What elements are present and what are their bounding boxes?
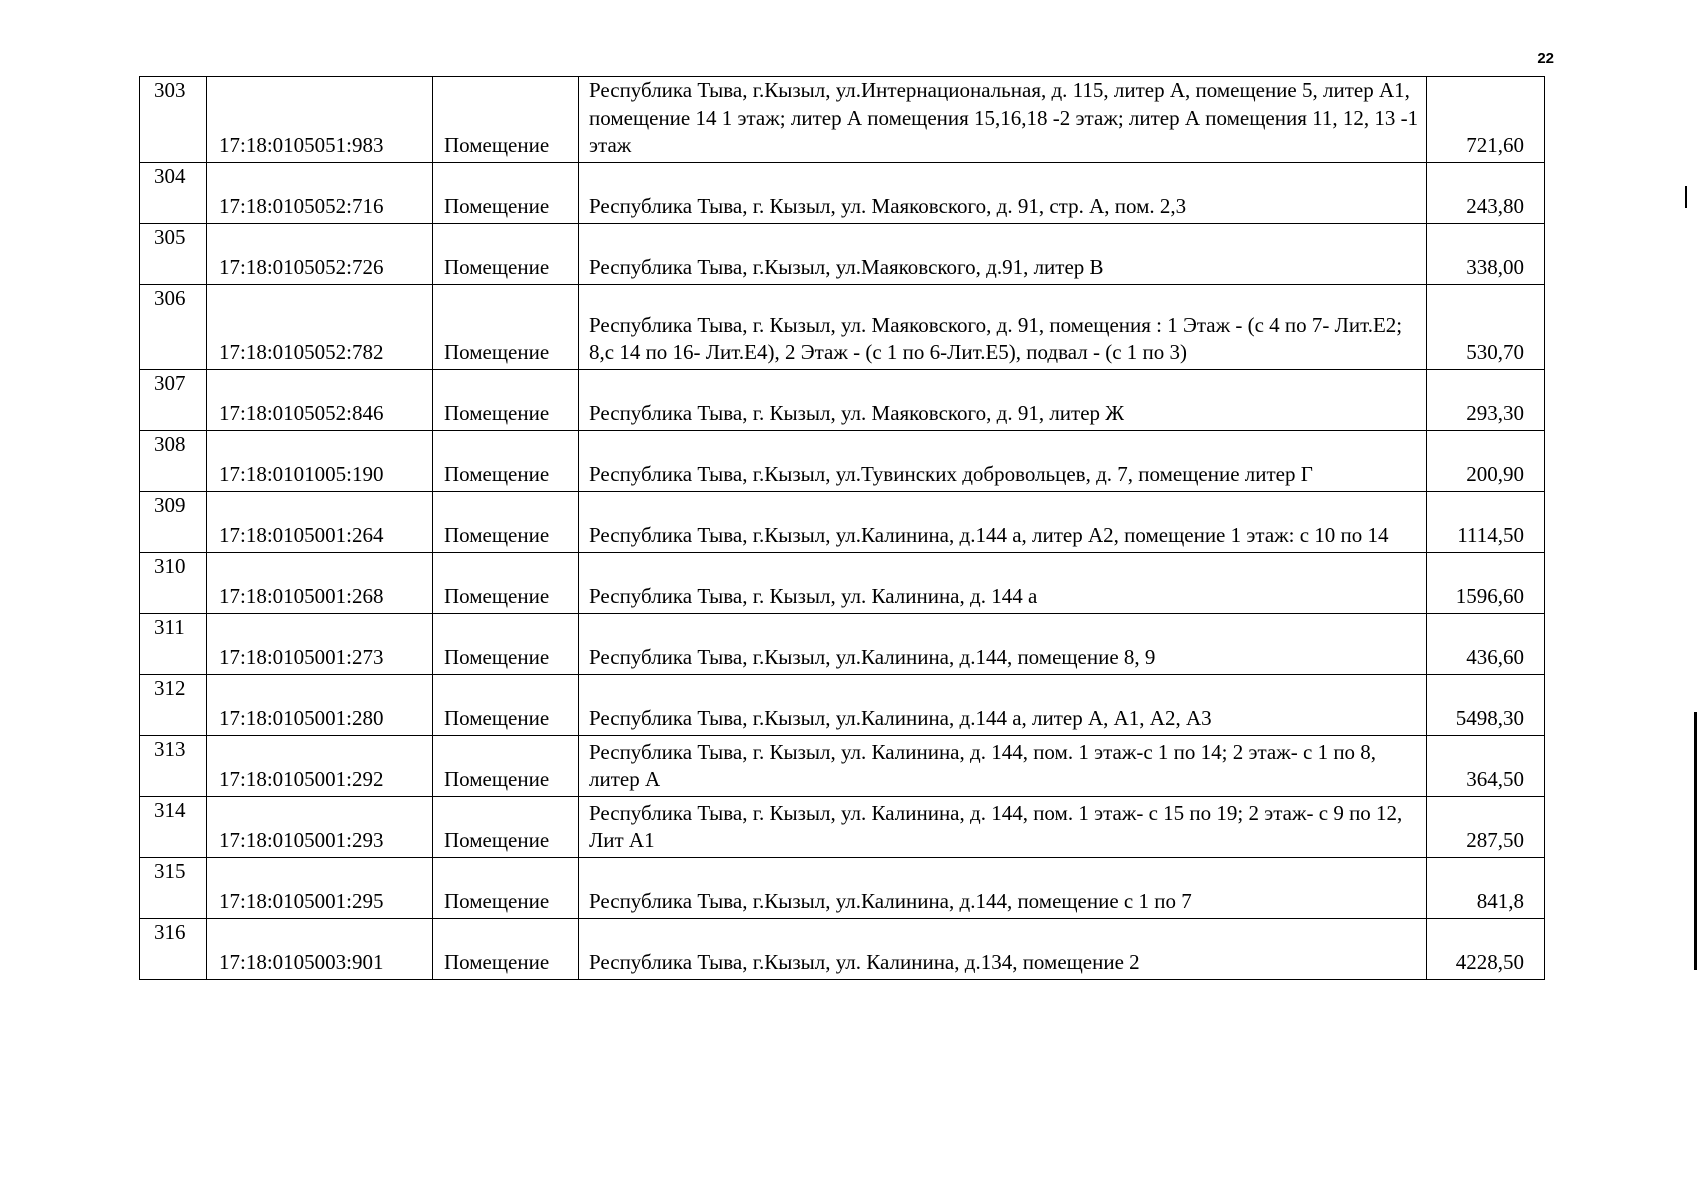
- object-type-cell: Помещение: [433, 857, 579, 918]
- scan-mark-bottom: [1694, 712, 1697, 970]
- row-number-cell: 306: [140, 284, 207, 369]
- area-cell: 338,00: [1427, 223, 1545, 284]
- row-number-cell: 313: [140, 735, 207, 796]
- address-cell: Республика Тыва, г.Кызыл, ул.Тувинских добровольцев, д. 7, помещение литер Г: [579, 430, 1427, 491]
- area-cell: 243,80: [1427, 162, 1545, 223]
- table-row: [140, 552, 1545, 613]
- cadastral-number-cell: 17:18:0105051:983: [207, 77, 433, 163]
- cadastral-number-cell: 17:18:0105001:273: [207, 613, 433, 674]
- area-cell: 287,50: [1427, 796, 1545, 857]
- object-type-cell: Помещение: [433, 369, 579, 430]
- address-cell: Республика Тыва, г.Кызыл, ул.Маяковского, д.91, литер В: [579, 223, 1427, 284]
- cadastral-number-cell: 17:18:0105001:268: [207, 552, 433, 613]
- table-row: [140, 430, 1545, 491]
- table-row: [140, 674, 1545, 735]
- object-type-cell: Помещение: [433, 552, 579, 613]
- table-row: [140, 491, 1545, 552]
- address-cell: Республика Тыва, г. Кызыл, ул. Калинина, д. 144, пом. 1 этаж- с 15 по 19; 2 этаж- с 9 по 12, Лит А1: [579, 796, 1427, 857]
- row-number-cell: 315: [140, 857, 207, 918]
- cadastral-number-cell: 17:18:0105052:726: [207, 223, 433, 284]
- address-cell: Республика Тыва, г.Кызыл, ул.Интернациональная, д. 115, литер А, помещение 5, литер А1, помещение 14 1 этаж; литер А помещения 15,16,18 -2 этаж; литер А помещения 11, 12, 13 -1 этаж: [579, 77, 1427, 163]
- table-row: [140, 223, 1545, 284]
- cadastral-number-cell: 17:18:0105052:846: [207, 369, 433, 430]
- row-number-cell: 311: [140, 613, 207, 674]
- row-number-cell: 316: [140, 918, 207, 979]
- row-number-cell: 307: [140, 369, 207, 430]
- row-number-cell: 303: [140, 77, 207, 163]
- row-number-cell: 312: [140, 674, 207, 735]
- object-type-cell: Помещение: [433, 796, 579, 857]
- area-cell: 364,50: [1427, 735, 1545, 796]
- row-number-cell: 310: [140, 552, 207, 613]
- table-row: [140, 369, 1545, 430]
- row-number-cell: 309: [140, 491, 207, 552]
- area-cell: 841,8: [1427, 857, 1545, 918]
- table-row: [140, 162, 1545, 223]
- cadastral-number-cell: 17:18:0105052:782: [207, 284, 433, 369]
- area-cell: 293,30: [1427, 369, 1545, 430]
- cadastral-number-cell: 17:18:0101005:190: [207, 430, 433, 491]
- cadastral-number-cell: 17:18:0105001:292: [207, 735, 433, 796]
- table-row: [140, 796, 1545, 857]
- object-type-cell: Помещение: [433, 613, 579, 674]
- address-cell: Республика Тыва, г.Кызыл, ул.Калинина, д.144, помещение с 1 по 7: [579, 857, 1427, 918]
- area-cell: 5498,30: [1427, 674, 1545, 735]
- cadastral-number-cell: 17:18:0105001:293: [207, 796, 433, 857]
- page-number: 22: [1537, 50, 1554, 67]
- area-cell: 530,70: [1427, 284, 1545, 369]
- object-type-cell: Помещение: [433, 162, 579, 223]
- address-cell: Республика Тыва, г. Кызыл, ул. Калинина, д. 144 а: [579, 552, 1427, 613]
- address-cell: Республика Тыва, г.Кызыл, ул. Калинина, д.134, помещение 2: [579, 918, 1427, 979]
- area-cell: 721,60: [1427, 77, 1545, 163]
- area-cell: 1596,60: [1427, 552, 1545, 613]
- object-type-cell: Помещение: [433, 284, 579, 369]
- row-number-cell: 304: [140, 162, 207, 223]
- object-type-cell: Помещение: [433, 735, 579, 796]
- area-cell: 1114,50: [1427, 491, 1545, 552]
- table-row: [140, 918, 1545, 979]
- table-row: [140, 77, 1545, 163]
- address-cell: Республика Тыва, г. Кызыл, ул. Калинина, д. 144, пом. 1 этаж-с 1 по 14; 2 этаж- с 1 по 8, литер А: [579, 735, 1427, 796]
- object-type-cell: Помещение: [433, 674, 579, 735]
- address-cell: Республика Тыва, г.Кызыл, ул.Калинина, д.144, помещение 8, 9: [579, 613, 1427, 674]
- object-type-cell: Помещение: [433, 77, 579, 163]
- cadastral-number-cell: 17:18:0105001:280: [207, 674, 433, 735]
- address-cell: Республика Тыва, г.Кызыл, ул.Калинина, д.144 а, литер А, А1, А2, А3: [579, 674, 1427, 735]
- table-row: [140, 284, 1545, 369]
- object-type-cell: Помещение: [433, 491, 579, 552]
- object-type-cell: Помещение: [433, 223, 579, 284]
- table-row: [140, 613, 1545, 674]
- address-cell: Республика Тыва, г. Кызыл, ул. Маяковского, д. 91, стр. А, пом. 2,3: [579, 162, 1427, 223]
- address-cell: Республика Тыва, г.Кызыл, ул.Калинина, д.144 а, литер А2, помещение 1 этаж: с 10 по 14: [579, 491, 1427, 552]
- cadastral-number-cell: 17:18:0105001:264: [207, 491, 433, 552]
- area-cell: 200,90: [1427, 430, 1545, 491]
- area-cell: 436,60: [1427, 613, 1545, 674]
- object-type-cell: Помещение: [433, 430, 579, 491]
- cadastral-number-cell: 17:18:0105001:295: [207, 857, 433, 918]
- table-row: [140, 735, 1545, 796]
- address-cell: Республика Тыва, г. Кызыл, ул. Маяковского, д. 91, литер Ж: [579, 369, 1427, 430]
- cadastral-number-cell: 17:18:0105003:901: [207, 918, 433, 979]
- address-cell: Республика Тыва, г. Кызыл, ул. Маяковского, д. 91, помещения : 1 Этаж - (с 4 по 7- Лит.Е2; 8,с 14 по 16- Лит.Е4), 2 Этаж - (с 1 по 6-Лит.Е5), подвал - (с 1 по 3): [579, 284, 1427, 369]
- object-type-cell: Помещение: [433, 918, 579, 979]
- row-number-cell: 308: [140, 430, 207, 491]
- scan-mark-top: [1685, 186, 1687, 208]
- area-cell: 4228,50: [1427, 918, 1545, 979]
- property-registry-table: [139, 76, 1545, 980]
- row-number-cell: 314: [140, 796, 207, 857]
- row-number-cell: 305: [140, 223, 207, 284]
- table-row: [140, 857, 1545, 918]
- registry-body: [140, 77, 1545, 980]
- cadastral-number-cell: 17:18:0105052:716: [207, 162, 433, 223]
